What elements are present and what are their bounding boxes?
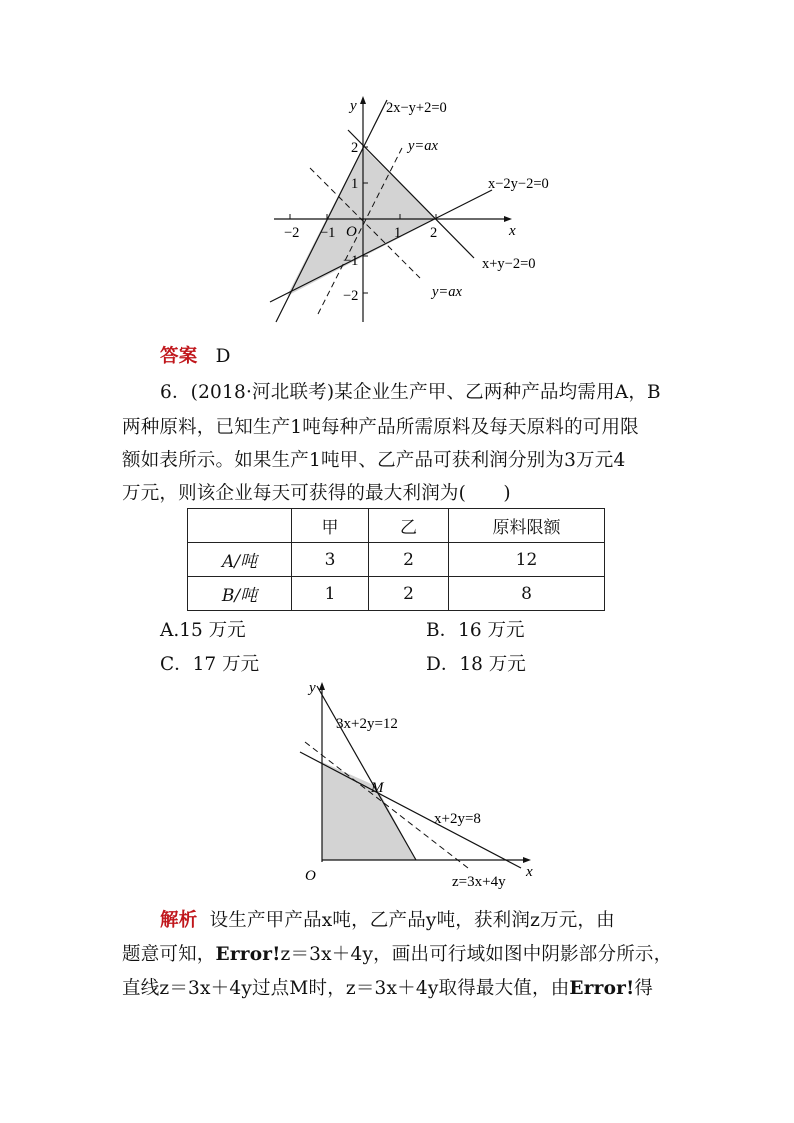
tick-label: −1 bbox=[343, 253, 359, 269]
answer-label: 答案 bbox=[160, 346, 198, 367]
option-c[interactable]: C．17 万元 bbox=[160, 654, 260, 675]
explanation-line bbox=[122, 974, 653, 1000]
table-header-row bbox=[188, 509, 605, 543]
question-line: 两种原料，已知生产1吨每种产品所需原料及每天原料的可用限 bbox=[122, 417, 639, 438]
origin-label: O bbox=[346, 224, 357, 240]
x-axis-label: x bbox=[526, 864, 533, 880]
origin-label: O bbox=[305, 868, 316, 884]
x-axis-arrow bbox=[523, 857, 531, 863]
explanation-text: 直线z＝3x＋4y过点M时，z＝3x＋4y取得最大值，由 bbox=[122, 978, 570, 999]
table-row bbox=[188, 543, 605, 577]
shaded-region bbox=[287, 147, 436, 296]
feasible-region-graph-1 bbox=[260, 90, 570, 330]
explanation-text: z＝3x＋4y，画出可行域如图中阴影部分所示， bbox=[280, 944, 673, 965]
x-axis-arrow bbox=[504, 216, 512, 222]
table-header-cell: 乙 bbox=[369, 509, 449, 543]
table-header-cell bbox=[188, 509, 292, 543]
error-text: Error! bbox=[215, 944, 281, 965]
explanation-label: 解析 bbox=[160, 910, 198, 931]
tick-label: −1 bbox=[320, 225, 336, 241]
question-line: 额如表所示。如果生产1吨甲、乙产品可获利润分别为3万元4 bbox=[122, 450, 626, 471]
error-text: Error! bbox=[569, 978, 635, 999]
answer-line bbox=[160, 342, 231, 368]
table-cell: 3 bbox=[292, 543, 369, 577]
table-cell: 1 bbox=[292, 577, 369, 611]
option-d[interactable]: D．18 万元 bbox=[426, 654, 526, 675]
explanation-line bbox=[160, 906, 615, 932]
table-row bbox=[188, 577, 605, 611]
table-cell: B/吨 bbox=[188, 577, 292, 611]
equation-label: 2x−y+2=0 bbox=[386, 100, 447, 116]
tick-label: −2 bbox=[343, 288, 359, 304]
table-cell: A/吨 bbox=[188, 543, 292, 577]
y-axis-arrow bbox=[360, 96, 366, 104]
materials-table bbox=[187, 508, 605, 611]
explanation-text: 得 bbox=[634, 978, 654, 999]
equation-label: z=3x+4y bbox=[452, 874, 506, 890]
question-line: 6．(2018·河北联考)某企业生产甲、乙两种产品均需用A，B bbox=[160, 382, 661, 403]
equation-label: 3x+2y=12 bbox=[336, 716, 398, 732]
equation-label: x−2y−2=0 bbox=[488, 176, 549, 192]
option-b[interactable]: B．16 万元 bbox=[426, 620, 525, 641]
table-cell: 12 bbox=[449, 543, 605, 577]
table-cell: 2 bbox=[369, 543, 449, 577]
y-axis-arrow bbox=[319, 682, 325, 690]
equation-label: y=ax bbox=[408, 138, 438, 154]
question-line: 万元，则该企业每天可获得的最大利润为( ) bbox=[122, 483, 511, 504]
tick-label: 2 bbox=[430, 225, 438, 241]
option-a[interactable]: A.15 万元 bbox=[160, 620, 246, 641]
table-header-cell: 甲 bbox=[292, 509, 369, 543]
x-axis-label: x bbox=[509, 223, 516, 239]
equation-label: x+2y=8 bbox=[434, 811, 481, 827]
y-axis-label: y bbox=[309, 680, 316, 696]
explanation-line bbox=[122, 940, 672, 966]
explanation-text: 设生产甲产品x吨，乙产品y吨，获利润z万元，由 bbox=[209, 910, 615, 931]
table-cell: 2 bbox=[369, 577, 449, 611]
point-m-label: M bbox=[371, 780, 384, 796]
y-axis-label: y bbox=[350, 98, 357, 114]
table-header-cell: 原料限额 bbox=[449, 509, 605, 543]
feasible-region-graph-2 bbox=[295, 676, 555, 896]
answer-value: D bbox=[215, 346, 231, 367]
table-cell: 8 bbox=[449, 577, 605, 611]
equation-label: y=ax bbox=[432, 284, 462, 300]
explanation-text: 题意可知， bbox=[122, 944, 216, 965]
equation-label: x+y−2=0 bbox=[482, 256, 536, 272]
tick-label: −2 bbox=[284, 225, 300, 241]
tick-label: 2 bbox=[351, 140, 359, 156]
tick-label: 1 bbox=[394, 225, 402, 241]
tick-label: 1 bbox=[351, 176, 359, 192]
